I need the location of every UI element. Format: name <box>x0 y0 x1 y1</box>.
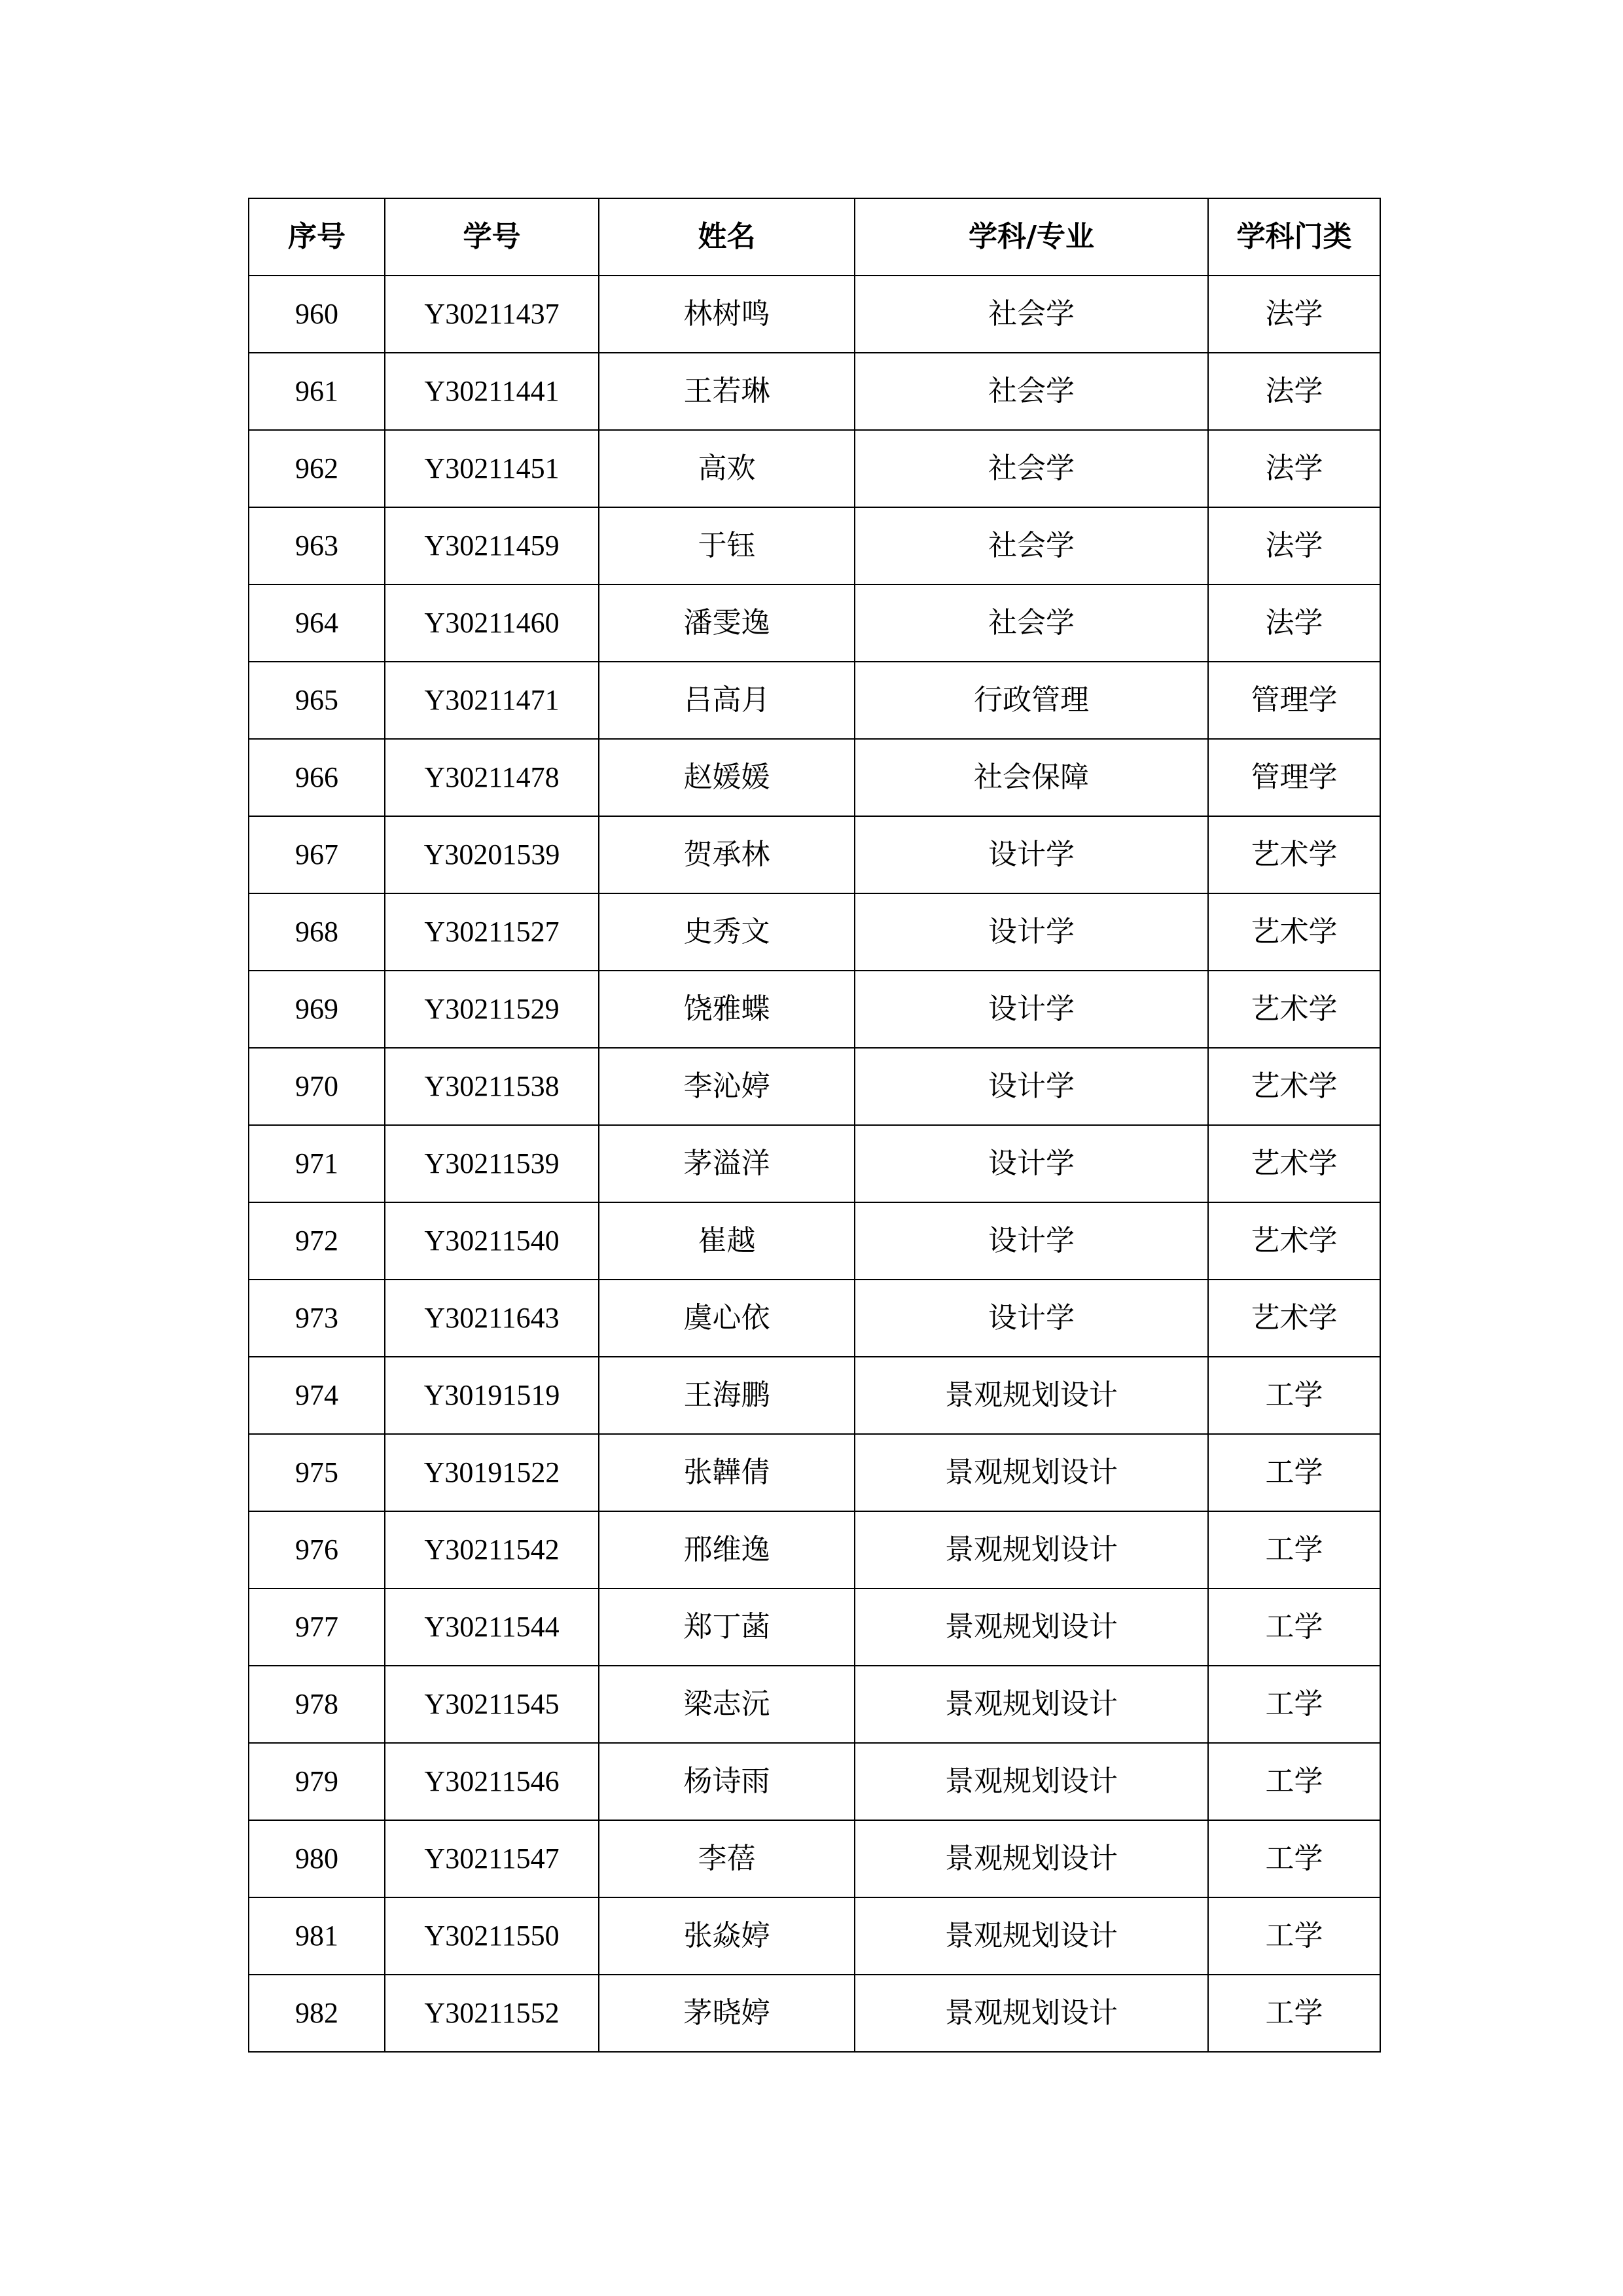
discipline-major-cell: 社会学 <box>855 430 1208 507</box>
student-name-cell: 饶雅蝶 <box>599 971 855 1048</box>
table-row <box>249 1048 1380 1125</box>
student-name-cell: 茅晓婷 <box>599 1975 855 2052</box>
table-row <box>249 430 1380 507</box>
serial-number-cell: 961 <box>249 353 385 430</box>
table-header <box>249 198 1380 276</box>
discipline-category-cell: 艺术学 <box>1208 1125 1380 1202</box>
student-id-cell: Y30211460 <box>385 584 599 662</box>
student-id-cell: Y30211437 <box>385 276 599 353</box>
serial-number-cell: 981 <box>249 1897 385 1975</box>
student-name-cell: 赵媛媛 <box>599 739 855 816</box>
discipline-category-cell: 工学 <box>1208 1820 1380 1897</box>
student-id-cell: Y30211540 <box>385 1202 599 1280</box>
student-name-cell: 茅溢洋 <box>599 1125 855 1202</box>
student-id-cell: Y30211529 <box>385 971 599 1048</box>
student-name-cell: 邢维逸 <box>599 1511 855 1588</box>
serial-number-cell: 979 <box>249 1743 385 1820</box>
table-body <box>249 276 1380 2052</box>
table-row <box>249 1666 1380 1743</box>
discipline-major-cell: 设计学 <box>855 816 1208 893</box>
discipline-category-cell: 管理学 <box>1208 739 1380 816</box>
discipline-major-cell: 景观规划设计 <box>855 1820 1208 1897</box>
table-row <box>249 893 1380 971</box>
serial-number-cell: 963 <box>249 507 385 584</box>
table-row <box>249 1975 1380 2052</box>
student-id-cell: Y30211527 <box>385 893 599 971</box>
serial-number-cell: 974 <box>249 1357 385 1434</box>
header-serial-number: 序号 <box>249 198 385 276</box>
serial-number-cell: 980 <box>249 1820 385 1897</box>
table-row <box>249 1280 1380 1357</box>
student-id-cell: Y30211459 <box>385 507 599 584</box>
student-id-cell: Y30211471 <box>385 662 599 739</box>
discipline-category-cell: 管理学 <box>1208 662 1380 739</box>
student-name-cell: 李沁婷 <box>599 1048 855 1125</box>
student-name-cell: 吕高月 <box>599 662 855 739</box>
table-row <box>249 739 1380 816</box>
serial-number-cell: 978 <box>249 1666 385 1743</box>
serial-number-cell: 976 <box>249 1511 385 1588</box>
discipline-major-cell: 景观规划设计 <box>855 1588 1208 1666</box>
discipline-major-cell: 设计学 <box>855 1202 1208 1280</box>
student-name-cell: 于钰 <box>599 507 855 584</box>
discipline-category-cell: 工学 <box>1208 1666 1380 1743</box>
serial-number-cell: 982 <box>249 1975 385 2052</box>
discipline-category-cell: 法学 <box>1208 584 1380 662</box>
discipline-category-cell: 法学 <box>1208 430 1380 507</box>
student-id-cell: Y30211545 <box>385 1666 599 1743</box>
student-name-cell: 史秀文 <box>599 893 855 971</box>
student-name-cell: 李蓓 <box>599 1820 855 1897</box>
serial-number-cell: 967 <box>249 816 385 893</box>
student-name-cell: 杨诗雨 <box>599 1743 855 1820</box>
discipline-category-cell: 艺术学 <box>1208 1048 1380 1125</box>
table-row <box>249 662 1380 739</box>
student-name-cell: 虞心依 <box>599 1280 855 1357</box>
discipline-category-cell: 法学 <box>1208 507 1380 584</box>
header-discipline-major: 学科/专业 <box>855 198 1208 276</box>
header-student-id: 学号 <box>385 198 599 276</box>
serial-number-cell: 969 <box>249 971 385 1048</box>
table-row <box>249 1820 1380 1897</box>
discipline-category-cell: 工学 <box>1208 1357 1380 1434</box>
student-id-cell: Y30211542 <box>385 1511 599 1588</box>
student-name-cell: 郑丁菡 <box>599 1588 855 1666</box>
student-id-cell: Y30191522 <box>385 1434 599 1511</box>
discipline-major-cell: 社会学 <box>855 507 1208 584</box>
discipline-major-cell: 设计学 <box>855 893 1208 971</box>
student-name-cell: 崔越 <box>599 1202 855 1280</box>
table-row <box>249 1511 1380 1588</box>
table-row <box>249 971 1380 1048</box>
student-id-cell: Y30211538 <box>385 1048 599 1125</box>
table-row <box>249 1897 1380 1975</box>
table-row <box>249 1743 1380 1820</box>
header-row <box>249 198 1380 276</box>
table-row <box>249 1125 1380 1202</box>
discipline-major-cell: 设计学 <box>855 1125 1208 1202</box>
student-id-cell: Y30201539 <box>385 816 599 893</box>
discipline-category-cell: 法学 <box>1208 276 1380 353</box>
discipline-category-cell: 艺术学 <box>1208 1202 1380 1280</box>
discipline-category-cell: 法学 <box>1208 353 1380 430</box>
table-row <box>249 507 1380 584</box>
discipline-major-cell: 设计学 <box>855 1280 1208 1357</box>
header-discipline-category: 学科门类 <box>1208 198 1380 276</box>
discipline-category-cell: 艺术学 <box>1208 893 1380 971</box>
student-id-cell: Y30211552 <box>385 1975 599 2052</box>
student-id-cell: Y30211546 <box>385 1743 599 1820</box>
discipline-major-cell: 行政管理 <box>855 662 1208 739</box>
student-id-cell: Y30211539 <box>385 1125 599 1202</box>
discipline-major-cell: 社会学 <box>855 584 1208 662</box>
student-name-cell: 王海鹏 <box>599 1357 855 1434</box>
table-row <box>249 1588 1380 1666</box>
student-id-cell: Y30211451 <box>385 430 599 507</box>
discipline-major-cell: 社会学 <box>855 276 1208 353</box>
table-row <box>249 816 1380 893</box>
student-name-cell: 潘雯逸 <box>599 584 855 662</box>
serial-number-cell: 973 <box>249 1280 385 1357</box>
serial-number-cell: 971 <box>249 1125 385 1202</box>
discipline-major-cell: 景观规划设计 <box>855 1975 1208 2052</box>
discipline-major-cell: 社会学 <box>855 353 1208 430</box>
discipline-category-cell: 工学 <box>1208 1434 1380 1511</box>
discipline-category-cell: 工学 <box>1208 1588 1380 1666</box>
student-id-cell: Y30211550 <box>385 1897 599 1975</box>
discipline-major-cell: 设计学 <box>855 971 1208 1048</box>
table-row <box>249 353 1380 430</box>
discipline-category-cell: 工学 <box>1208 1743 1380 1820</box>
discipline-major-cell: 景观规划设计 <box>855 1357 1208 1434</box>
table-row <box>249 1434 1380 1511</box>
student-name-cell: 张焱婷 <box>599 1897 855 1975</box>
student-name-cell: 高欢 <box>599 430 855 507</box>
discipline-major-cell: 设计学 <box>855 1048 1208 1125</box>
serial-number-cell: 975 <box>249 1434 385 1511</box>
student-name-cell: 梁志沅 <box>599 1666 855 1743</box>
serial-number-cell: 966 <box>249 739 385 816</box>
table-row <box>249 584 1380 662</box>
student-name-cell: 张韡倩 <box>599 1434 855 1511</box>
table-row <box>249 1202 1380 1280</box>
student-id-cell: Y30191519 <box>385 1357 599 1434</box>
serial-number-cell: 970 <box>249 1048 385 1125</box>
table-row <box>249 276 1380 353</box>
student-name-cell: 王若琳 <box>599 353 855 430</box>
discipline-major-cell: 景观规划设计 <box>855 1666 1208 1743</box>
serial-number-cell: 964 <box>249 584 385 662</box>
student-name-cell: 林树鸣 <box>599 276 855 353</box>
discipline-major-cell: 景观规划设计 <box>855 1743 1208 1820</box>
discipline-category-cell: 工学 <box>1208 1897 1380 1975</box>
table-row <box>249 1357 1380 1434</box>
discipline-category-cell: 艺术学 <box>1208 1280 1380 1357</box>
discipline-category-cell: 工学 <box>1208 1975 1380 2052</box>
discipline-category-cell: 艺术学 <box>1208 971 1380 1048</box>
discipline-major-cell: 景观规划设计 <box>855 1511 1208 1588</box>
header-name: 姓名 <box>599 198 855 276</box>
student-name-cell: 贺承林 <box>599 816 855 893</box>
student-id-cell: Y30211544 <box>385 1588 599 1666</box>
student-id-cell: Y30211478 <box>385 739 599 816</box>
student-id-cell: Y30211547 <box>385 1820 599 1897</box>
discipline-major-cell: 景观规划设计 <box>855 1897 1208 1975</box>
serial-number-cell: 972 <box>249 1202 385 1280</box>
serial-number-cell: 977 <box>249 1588 385 1666</box>
student-roster-table <box>248 198 1381 2053</box>
discipline-major-cell: 景观规划设计 <box>855 1434 1208 1511</box>
discipline-category-cell: 艺术学 <box>1208 816 1380 893</box>
student-id-cell: Y30211643 <box>385 1280 599 1357</box>
discipline-major-cell: 社会保障 <box>855 739 1208 816</box>
discipline-category-cell: 工学 <box>1208 1511 1380 1588</box>
student-id-cell: Y30211441 <box>385 353 599 430</box>
serial-number-cell: 962 <box>249 430 385 507</box>
serial-number-cell: 960 <box>249 276 385 353</box>
serial-number-cell: 965 <box>249 662 385 739</box>
serial-number-cell: 968 <box>249 893 385 971</box>
